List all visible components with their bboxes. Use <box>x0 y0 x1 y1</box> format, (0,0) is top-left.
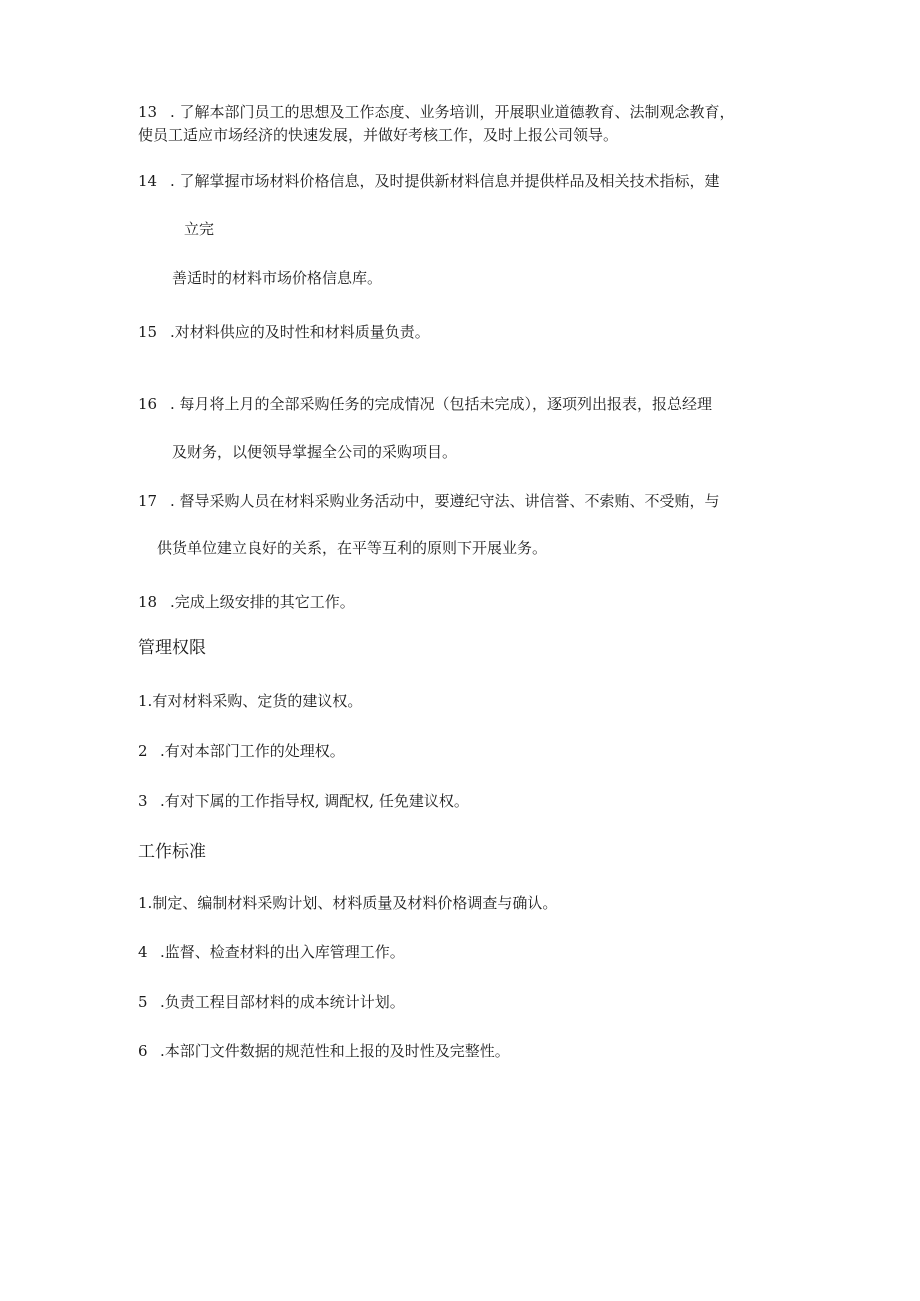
authority-item-2 <box>138 741 345 761</box>
item-text: .负责工程目部材料的成本统计计划。 <box>160 993 405 1011</box>
duty-item-17-line2: 供货单位建立良好的关系，在平等互利的原则下开展业务。 <box>157 539 548 557</box>
item-number: 14 <box>138 172 158 190</box>
section-heading-standards: 工作标准 <box>138 842 206 862</box>
item-text: 制定、编制材料采购计划、材料质量及材料价格调查与确认。 <box>152 894 558 912</box>
duty-item-17-line1 <box>138 491 720 511</box>
item-number: 16 <box>138 395 158 413</box>
standard-item-1 <box>138 893 557 913</box>
item-number: 13 <box>138 103 158 121</box>
item-number: 1. <box>138 894 153 912</box>
item-text: .本部门文件数据的规范性和上报的及时性及完整性。 <box>160 1042 510 1060</box>
duty-item-14-line1 <box>138 171 720 191</box>
item-number: 3 <box>138 792 148 810</box>
item-number: 18 <box>138 593 158 611</box>
item-text: 有对材料采购、定货的建议权。 <box>152 692 363 710</box>
item-text: .对材料供应的及时性和材料质量负责。 <box>170 323 430 341</box>
item-text: . 了解本部门员工的思想及工作态度、业务培训，开展职业道德教育、法制观念教育， <box>170 103 735 121</box>
item-text: . 了解掌握市场材料价格信息，及时提供新材料信息并提供样品及相关技术指标，建 <box>170 172 720 190</box>
duty-item-13-line2: 使员工适应市场经济的快速发展，并做好考核工作，及时上报公司领导。 <box>138 126 619 144</box>
item-text: . 每月将上月的全部采购任务的完成情况（包括未完成），逐项列出报表，报总经理 <box>170 395 713 413</box>
item-text: .有对本部门工作的处理权。 <box>160 742 345 760</box>
standard-item-5 <box>138 992 405 1012</box>
item-number: 6 <box>138 1042 148 1060</box>
item-number: 2 <box>138 742 148 760</box>
item-number: 4 <box>138 943 148 961</box>
duty-item-13-line1 <box>138 102 735 122</box>
section-heading-authority: 管理权限 <box>138 638 206 658</box>
duty-item-15 <box>138 322 430 342</box>
duty-item-16-line2: 及财务，以便领导掌握全公司的采购项目。 <box>172 443 458 461</box>
standard-item-6 <box>138 1041 510 1061</box>
standard-item-4 <box>138 942 405 962</box>
duty-item-14-line3: 善适时的材料市场价格信息库。 <box>172 269 383 287</box>
item-text: .有对下属的工作指导权, 调配权, 任免建议权。 <box>160 792 469 810</box>
item-text: .监督、检查材料的出入库管理工作。 <box>160 943 405 961</box>
item-number: 15 <box>138 323 158 341</box>
duty-item-16-line1 <box>138 394 712 414</box>
item-number: 5 <box>138 993 148 1011</box>
authority-item-1 <box>138 691 362 711</box>
item-number: 17 <box>138 492 158 510</box>
item-number: 1. <box>138 692 153 710</box>
item-text: .完成上级安排的其它工作。 <box>170 593 355 611</box>
duty-item-18 <box>138 592 355 612</box>
authority-item-3 <box>138 791 469 811</box>
item-text: . 督导采购人员在材料采购业务活动中，要遵纪守法、讲信誉、不索贿、不受贿，与 <box>170 492 720 510</box>
duty-item-14-line2: 立完 <box>184 220 215 238</box>
